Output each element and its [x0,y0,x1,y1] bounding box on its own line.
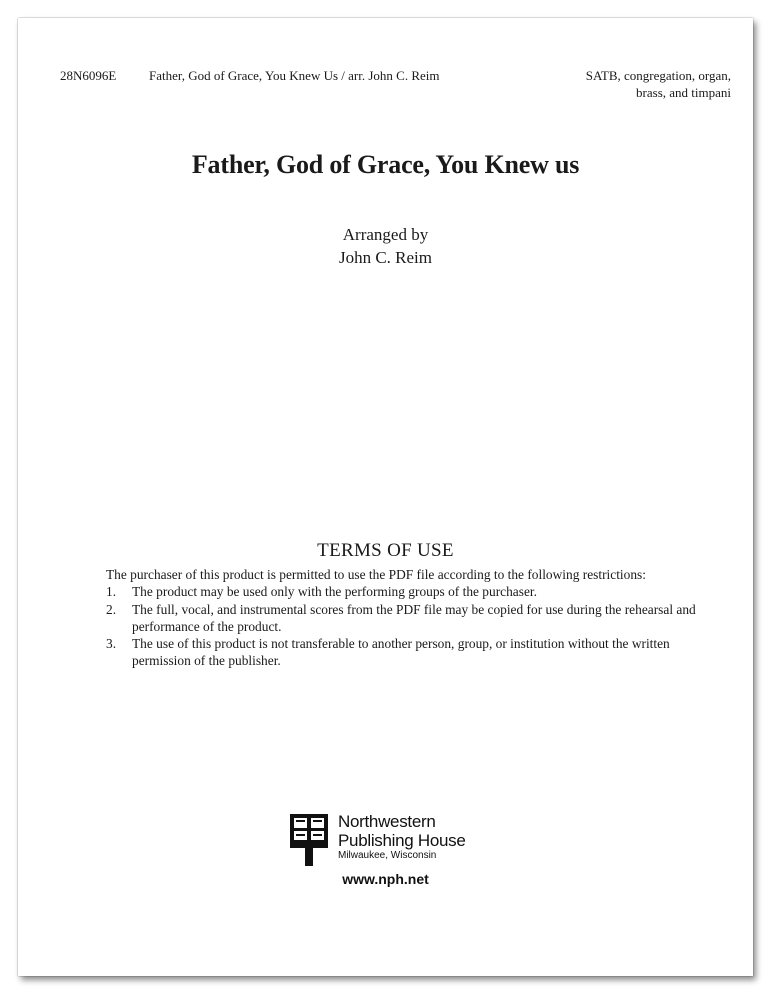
terms-item [106,583,696,600]
terms-intro: The purchaser of this product is permitted to use the PDF file according to the following restrictions: [106,567,646,582]
header-title: Father, God of Grace, You Knew Us / arr. John C. Reim [149,68,440,83]
terms-item-text: The use of this product is not transferable to another person, group, or institution without the written permission of the publisher. [132,636,670,669]
terms-item-number: 2. [106,601,117,617]
publisher-url: www.nph.net [342,871,429,887]
publisher-location: Milwaukee, Wisconsin [338,850,437,861]
arranger-block [18,223,753,269]
terms-heading: TERMS OF USE [317,540,454,561]
scoring-line-2: brass, and timpani [636,85,731,100]
publisher-name-line-2: Publishing House [338,831,466,850]
terms-item [106,601,696,636]
terms-item-text: The product may be used only with the performing groups of the purchaser. [132,584,537,600]
terms-block [106,566,696,670]
header-scoring [491,67,731,101]
terms-item [106,635,696,670]
terms-item-text: The full, vocal, and instrumental scores from the PDF file may be copied for use during the rehearsal and performance of the product. [132,601,696,634]
publisher-logo [288,810,508,870]
publisher-name-line-1: Northwestern [338,812,436,831]
publisher-name [338,812,466,850]
page-title: Father, God of Grace, You Knew us [191,150,580,179]
terms-list [106,583,696,669]
terms-item-number: 3. [106,636,117,652]
catalog-number: 28N6096E [60,68,117,83]
arranger-name: John C. Reim [338,248,433,267]
terms-item-number: 1. [106,584,117,600]
nph-cross-logo-icon [288,812,330,868]
scoring-line-1: SATB, congregation, organ, [585,68,731,83]
document-page [18,18,753,976]
arranged-by-label: Arranged by [342,225,429,244]
